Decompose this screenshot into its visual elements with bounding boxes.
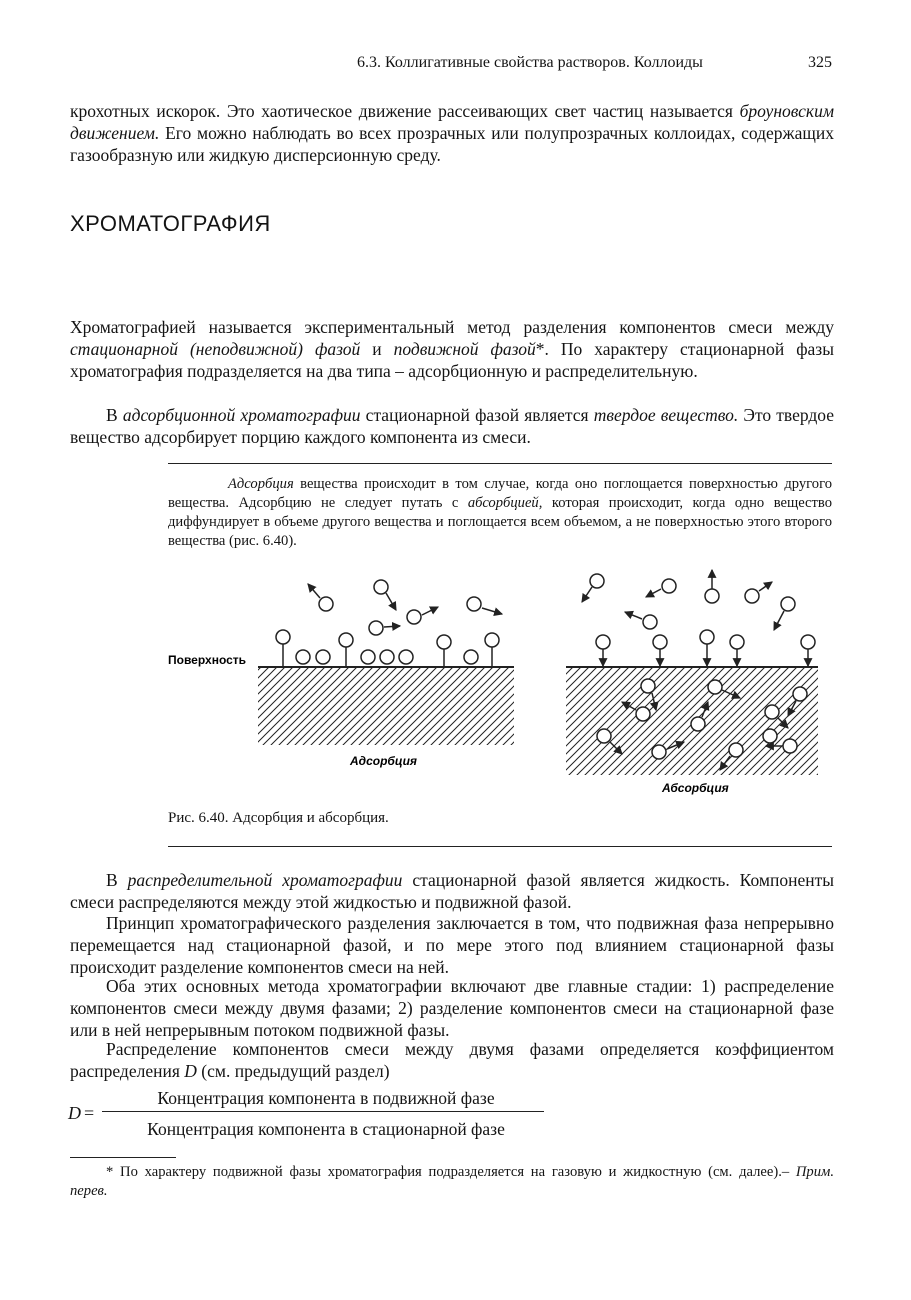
- p2-text-c: Это твердое вещество адсорбирует порцию каждого компонента из смеси.: [70, 405, 834, 447]
- gas-molecules: [582, 570, 795, 630]
- box-bottom-rule: [168, 846, 832, 847]
- paragraph-principle: Принцип хроматографического разделения заключается в том, что подвижная фаза непрерывно перемещается над стационарной фазой, и по мере этого под влиянием стационарной фазы происходит разделение компонентов смеси на ней.: [70, 913, 834, 977]
- footnote-text: * По характеру подвижной фазы хроматография подразделяется на газовую и жидкостную (см. далее).–: [106, 1164, 796, 1180]
- paragraph-adsorption: [70, 404, 834, 448]
- formula-equals: =: [84, 1103, 95, 1123]
- surface-label: Поверхность: [168, 653, 247, 667]
- p3-emphasis-a: распределительной хроматографии: [127, 870, 403, 890]
- absorption-diagram: [566, 570, 818, 795]
- p2-text-a: В: [106, 405, 123, 425]
- p1-emphasis-b: подвижной фазой: [393, 339, 536, 359]
- box-emphasis-a: Адсорбция: [228, 476, 294, 492]
- intro-text-1: крохотных искорок. Это хаотическое движение рассеивающих свет частиц называется: [70, 101, 740, 121]
- paragraph-partition: [70, 869, 834, 913]
- p3-text-a: В: [106, 870, 128, 890]
- paragraph-stages: Оба этих основных метода хроматографии включают две главные стадии: 1) распределение компонентов смеси между двумя фазами; 2) разделение компонентов смеси на стационарной фазе или в ней непрерывным потоком подвижной фазы.: [70, 976, 834, 1040]
- free-molecules: [308, 580, 502, 635]
- p6-text-b: (см. предыдущий раздел): [196, 1061, 390, 1081]
- box-text-a: вещества происходит в том случае, когда оно поглощается поверхностью другого вещества. Адсорбцию не следует путать с: [168, 476, 832, 511]
- p1-text-b: и: [360, 339, 394, 359]
- p2-emphasis-a: адсорбционной хроматографии: [122, 405, 361, 425]
- adsorption-label: Адсорбция: [350, 754, 417, 768]
- box-top-rule: [168, 463, 832, 464]
- intro-paragraph: [70, 100, 834, 166]
- adsorption-diagram: [168, 580, 514, 768]
- paragraph-coefficient: [70, 1038, 834, 1082]
- adsorbed-molecules: [276, 630, 499, 666]
- absorption-label: Абсорбция: [662, 781, 729, 795]
- adsorbent-solid: [258, 667, 514, 745]
- p6-text-a: Распределение компонентов смеси между двумя фазами определяется коэффициентом распределения: [70, 1039, 834, 1081]
- intro-text-2: Его можно наблюдать во всех прозрачных или полупрозрачных коллоидах, содержащих газообразную или жидкую дисперсионную среду.: [70, 123, 834, 165]
- footnote-rule: [70, 1157, 176, 1158]
- box-text-b: которая происходит, когда одно вещество диффундирует в объеме другого вещества и поглощается всем объемом, а не поверхностью этого второго вещества (рис. 6.40).: [168, 495, 832, 549]
- formula-fraction-line: [102, 1111, 544, 1112]
- formula-denominator: Концентрация компонента в стационарной фазе: [147, 1119, 505, 1139]
- p6-emphasis-a: D: [184, 1061, 197, 1081]
- box-note: [168, 475, 832, 551]
- box-emphasis-b: абсорбцией,: [467, 495, 543, 511]
- running-head: 6.3. Коллигативные свойства растворов. Коллоиды: [357, 54, 703, 71]
- formula-lhs: D: [68, 1103, 81, 1123]
- adsorption-absorption-figure: [160, 560, 840, 805]
- p2-emphasis-b: твердое вещество.: [593, 405, 739, 425]
- surface-molecules: [596, 630, 815, 666]
- p1-emphasis-a: стационарной (неподвижной) фазой: [70, 339, 361, 359]
- p1-text-a: Хроматографией называется экспериментальный метод разделения компонентов смеси между: [70, 317, 834, 337]
- p2-text-b: стационарной фазой является: [360, 405, 594, 425]
- formula-numerator: Концентрация компонента в подвижной фазе: [157, 1088, 495, 1108]
- intro-emphasis: броуновским движением.: [70, 101, 834, 143]
- p3-text-b: стационарной фазой является жидкость. Компоненты смеси распределяются между этой жидкостью и подвижной фазой.: [70, 870, 834, 912]
- footnote: [70, 1163, 834, 1201]
- figure-caption: Рис. 6.40. Адсорбция и абсорбция.: [168, 810, 389, 826]
- footnote-emphasis: Прим. перев.: [70, 1164, 834, 1199]
- p1-text-c: *. По характеру стационарной фазы хроматография подразделяется на два типа – адсорбционную и распределительную.: [70, 339, 834, 381]
- section-heading: ХРОМАТОГРАФИЯ: [70, 211, 271, 236]
- page-number: 325: [808, 54, 832, 71]
- paragraph-definition: [70, 316, 834, 382]
